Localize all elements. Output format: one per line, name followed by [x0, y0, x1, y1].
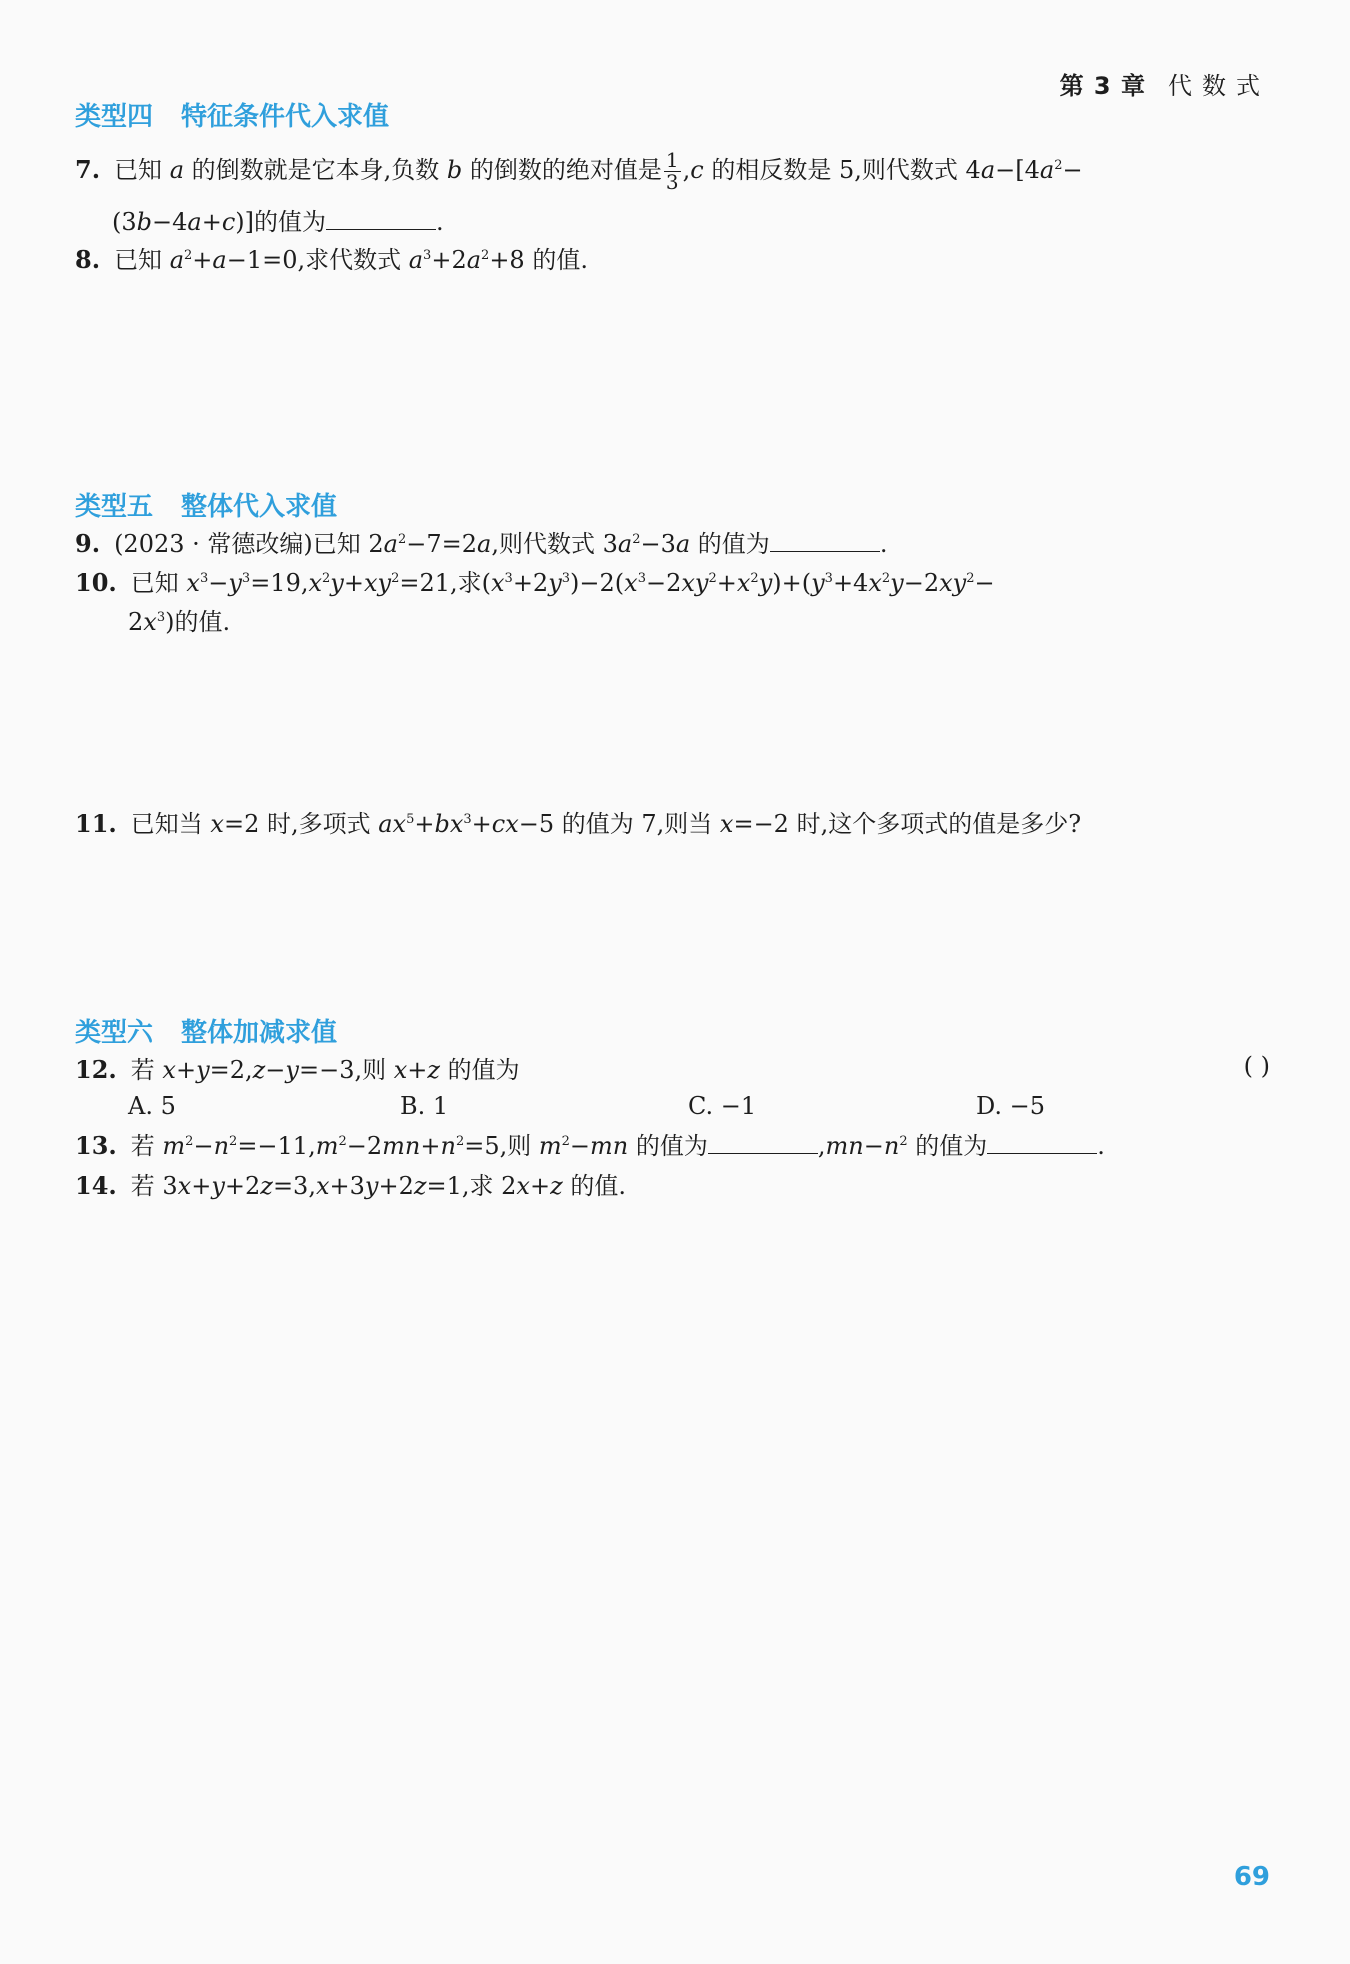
- section-title-type5: [75, 486, 337, 523]
- page-number: 69: [1233, 1862, 1270, 1892]
- section-label: 类型五: [75, 492, 154, 522]
- question-number: 7.: [75, 155, 101, 184]
- answer-blank-1[interactable]: [708, 1133, 818, 1154]
- option-c[interactable]: C. −1: [688, 1092, 757, 1120]
- question-number: 12.: [75, 1055, 117, 1084]
- question-number: 10.: [75, 568, 117, 597]
- chapter-label: 第 3 章: [1059, 72, 1146, 100]
- question-12: 12. 若 x+y=2,z−y=−3,则 x+z 的值为: [75, 1055, 520, 1084]
- answer-blank-2[interactable]: [987, 1133, 1097, 1154]
- answer-blank[interactable]: [326, 209, 436, 230]
- question-number: 9.: [75, 529, 101, 558]
- question-number: 14.: [75, 1171, 117, 1200]
- option-b[interactable]: B. 1: [400, 1092, 449, 1120]
- question-number: 13.: [75, 1131, 117, 1160]
- running-header: [1060, 66, 1270, 101]
- section-name: 整体代入求值: [181, 492, 338, 522]
- section-name: 特征条件代入求值: [181, 102, 390, 132]
- option-d[interactable]: D. −5: [976, 1092, 1046, 1120]
- question-14: 14. 若 3x+y+2z=3,x+3y+2z=1,求 2x+z 的值.: [75, 1171, 626, 1200]
- question-13: 13. 若 $m^2-n^2=-11,m^2-2mn+n^2=5$,则 $m^2-mn$ 的值为 $,mn-n^2$ 的值为 .: [75, 1131, 1105, 1160]
- chapter-topic: 代数式: [1168, 72, 1270, 100]
- option-a[interactable]: A. 5: [128, 1092, 176, 1120]
- question-number: 11.: [75, 809, 117, 838]
- answer-blank[interactable]: [770, 531, 880, 552]
- fraction: $\frac{1}{3}$: [665, 148, 679, 194]
- section-name: 整体加减求值: [181, 1018, 338, 1048]
- answer-parentheses[interactable]: ( ): [1243, 1052, 1270, 1080]
- section-label: 类型四: [75, 102, 154, 132]
- section-title-type4: [75, 96, 389, 133]
- section-label: 类型六: [75, 1018, 154, 1048]
- question-10: 10. 已知 $x^3-y^3=19,x^2y+xy^2=21$,求$(x^3+2y^3)-2(x^3-2xy^2+x^2y)+(y^3+4x^2y-2xy^2-$: [75, 568, 995, 597]
- question-7-cont: (3b−4a+c)]的值为 .: [112, 208, 444, 236]
- section-title-type6: [75, 1012, 337, 1049]
- question-9: 9. (2023 · 常德改编)已知 $2a^2-7=2a$,则代数式 $3a^2-3a$ 的值为 .: [75, 529, 888, 558]
- question-number: 8.: [75, 245, 101, 274]
- question-8: 8. 已知 $a^2+a-1=0$,求代数式 $a^3+2a^2+8$ 的值.: [75, 245, 588, 274]
- question-11: 11. 已知当 x=2 时,多项式 $ax^5+bx^3+cx-5$ 的值为 7,则当 x=−2 时,这个多项式的值是多少?: [75, 809, 1082, 838]
- question-7: 7. 已知 a 的倒数就是它本身,负数 b 的倒数的绝对值是 $\frac{1}{3}$ ,c 的相反数是 5,则代数式 $4a-[4a^2-$: [75, 148, 1083, 194]
- question-10-cont: $2x^3$)的值.: [128, 608, 231, 636]
- question-source: (2023 · 常德改编): [114, 530, 313, 558]
